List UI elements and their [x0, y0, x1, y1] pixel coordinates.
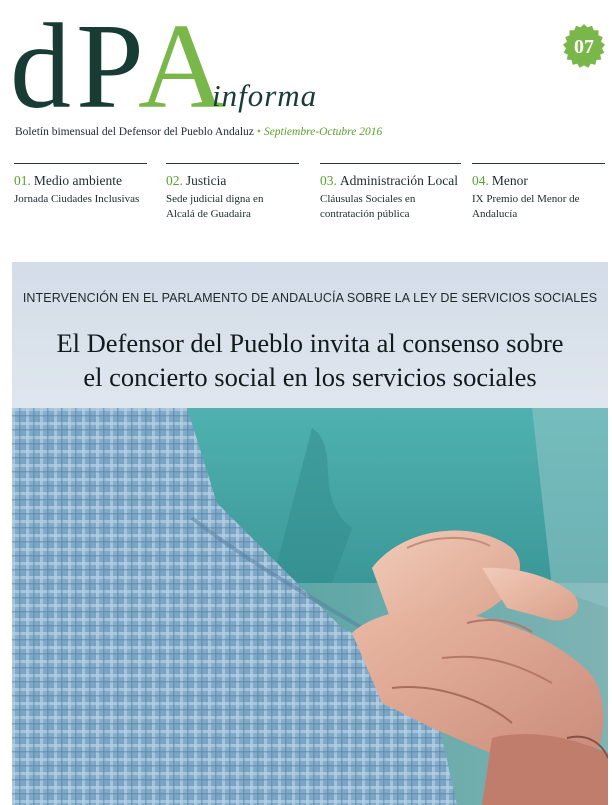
story-headline — [12, 326, 608, 394]
section-description: Cláusulas Sociales en contratación pública — [320, 193, 416, 220]
section-number: 03. — [320, 173, 337, 188]
section-item-menor[interactable] — [472, 163, 605, 222]
section-item-justicia[interactable] — [166, 163, 299, 222]
logo-letter-p: P — [76, 0, 138, 134]
issue-dates: Septiembre-Octubre 2016 — [263, 126, 383, 138]
headline-band — [12, 262, 608, 408]
headline-line-2: el concierto social en los servicios sociales — [83, 362, 537, 392]
headline-line-1: El Defensor del Pueblo invita al consenso sobre — [56, 328, 564, 358]
section-index — [14, 163, 608, 227]
subtitle-text: Boletín bimensual del Defensor del Pueblo Andaluz — [15, 126, 254, 138]
issue-badge — [561, 24, 607, 70]
issue-number: 07 — [574, 36, 594, 58]
story-kicker: INTERVENCIÓN EN EL PARLAMENTO DE ANDALUCÍA SOBRE LA LEY DE SERVICIOS SOCIALES — [22, 291, 598, 305]
section-description: Sede judicial digna en Alcalá de Guadaira — [166, 193, 264, 220]
section-title: Medio ambiente — [33, 173, 122, 188]
section-item-administracion-local[interactable] — [320, 163, 461, 222]
publication-subtitle — [15, 126, 382, 138]
section-title: Administración Local — [339, 173, 458, 188]
section-number: 02. — [166, 173, 183, 188]
cover-photo-holding-hands — [12, 408, 608, 805]
section-number: 01. — [14, 173, 31, 188]
section-title: Justicia — [185, 173, 227, 188]
section-item-medio-ambiente[interactable] — [14, 163, 147, 207]
logo-informa: informa — [212, 78, 318, 113]
section-description: Jornada Ciudades Inclusivas — [14, 193, 140, 205]
section-number: 04. — [472, 173, 489, 188]
logo-letter-a: A — [138, 0, 221, 134]
cover-story[interactable] — [12, 262, 608, 805]
section-description: IX Premio del Menor de Andalucía — [472, 193, 580, 220]
subtitle-separator: • — [256, 126, 261, 138]
section-title: Menor — [491, 173, 528, 188]
logo-letter-d: d — [10, 0, 65, 134]
